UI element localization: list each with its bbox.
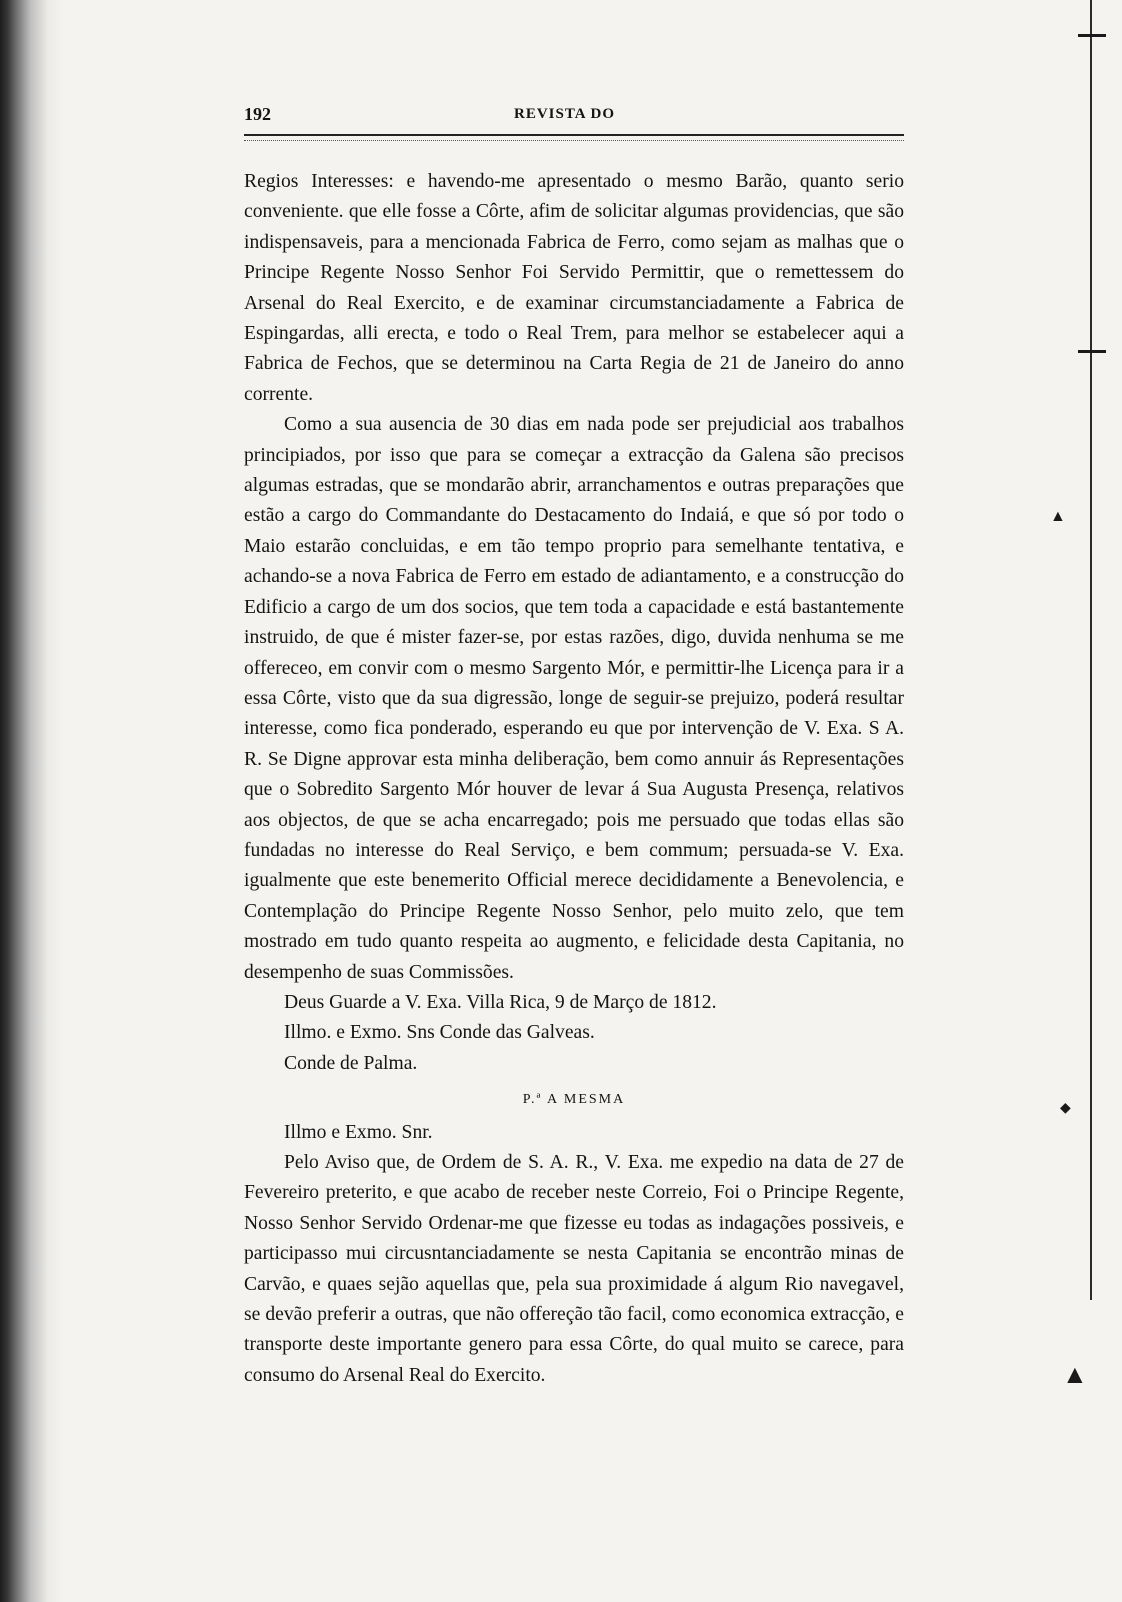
letter1-addressee: Illmo. e Exmo. Sns Conde das Galveas.	[284, 1022, 595, 1044]
scan-speck: ▲	[1050, 508, 1066, 525]
letter2-paragraph1: Pelo Aviso que, de Ordem de S. A. R., V. Exa. me expedio na data de 27 de Fevereiro preterito, e que acabo de receber neste Correio, Foi o Principe Regente, Nosso Senhor Servido Ordenar-me que fizesse eu todas as indagações possiveis, e participasso mui circusntanciadamente se nesta Capitania se encontrão minas de Carvão, e quaes sejão aquellas que, pela sua proximidade á algum Rio navegavel, se devão preferir a outras, que não offereção tão facil, como economica extracção, e transporte deste importante genero para essa Côrte, do qual muito se carece, para consumo do Arsenal Real do Exercito.	[244, 1152, 904, 1386]
section-heading: P.ª A MESMA	[522, 1092, 626, 1108]
scan-edge-tick	[1078, 34, 1106, 37]
letter1-paragraph1: Regios Interesses: e havendo-me apresentado o mesmo Barão, quanto serio conveniente. que elle fosse a Côrte, afim de solicitar algumas providencias, que são indispensaveis, para a mencionada Fabrica de Ferro, como sejam as malhas que o Principe Regente Nosso Senhor Foi Servido Permittir, que o remettessem do Arsenal do Real Exercito, e de examinar circumstanciadamente a Fabrica de Espingardas, alli erecta, e todo o Real Trem, para melhor se estabelecer aqui a Fabrica de Fechos, que se determinou na Carta Regia de 21 de Janeiro do anno corrente.	[244, 171, 904, 405]
running-head: REVISTA DO	[514, 106, 615, 122]
page-body	[244, 167, 904, 1391]
letter1-closing: Deus Guarde a V. Exa. Villa Rica, 9 de Março de 1812.	[284, 991, 717, 1013]
scan-speck: ◆	[1060, 1101, 1071, 1116]
book-binding-gutter	[0, 0, 64, 1602]
scan-edge-line	[1090, 0, 1092, 1300]
letter1-signature: Conde de Palma.	[284, 1052, 418, 1074]
page-header	[244, 104, 904, 126]
scan-speck: ▲	[1062, 1360, 1088, 1389]
letter2-salutation: Illmo e Exmo. Snr.	[284, 1121, 433, 1143]
header-rule	[244, 134, 904, 141]
page-number: 192	[244, 104, 271, 124]
letter1-paragraph2: Como a sua ausencia de 30 dias em nada pode ser prejudicial aos trabalhos principiados, por isso que para se começar a extracção da Galena são precisos algumas estradas, que se mondarão abrir, arranchamentos e outras preparações que estão a cargo do Commandante do Destacamento do Indaiá, e que só por todo o Maio estarão concluidas, e em tão tempo proprio para semelhante tentativa, e achando-se a nova Fabrica de Ferro em estado de adiantamento, e a construcção do Edificio a cargo de um dos socios, que tem toda a capacidade e está bastantemente instruido, de que é mister fazer-se, por estas razões, digo, duvida nenhuma se me offereceo, em convir com o mesmo Sargento Mór, e permittir-lhe Licença para ir a essa Côrte, visto que da sua digressão, longe de seguir-se prejuizo, poderá resultar interesse, como fica ponderado, esperando eu que por intervenção de V. Exa. S A. R. Se Digne approvar esta minha deliberação, bem como annuir ás Representações que o Sobredito Sargento Mór houver de levar á Sua Augusta Presença, relativos aos objectos, de que se acha encarregado; pois me persuado que todas ellas são fundadas no interesse do Real Serviço, e bem commum; persuada-se V. Exa. igualmente que este benemerito Official merece decididamente a Benevolencia, e Contemplação do Principe Regente Nosso Senhor, pelo muito zelo, que tem mostrado em tudo quanto respeita ao augmento, e felicidade desta Capitania, no desempenho de suas Commissões.	[244, 414, 904, 983]
scan-edge-tick	[1078, 350, 1106, 353]
book-page	[244, 104, 904, 1391]
